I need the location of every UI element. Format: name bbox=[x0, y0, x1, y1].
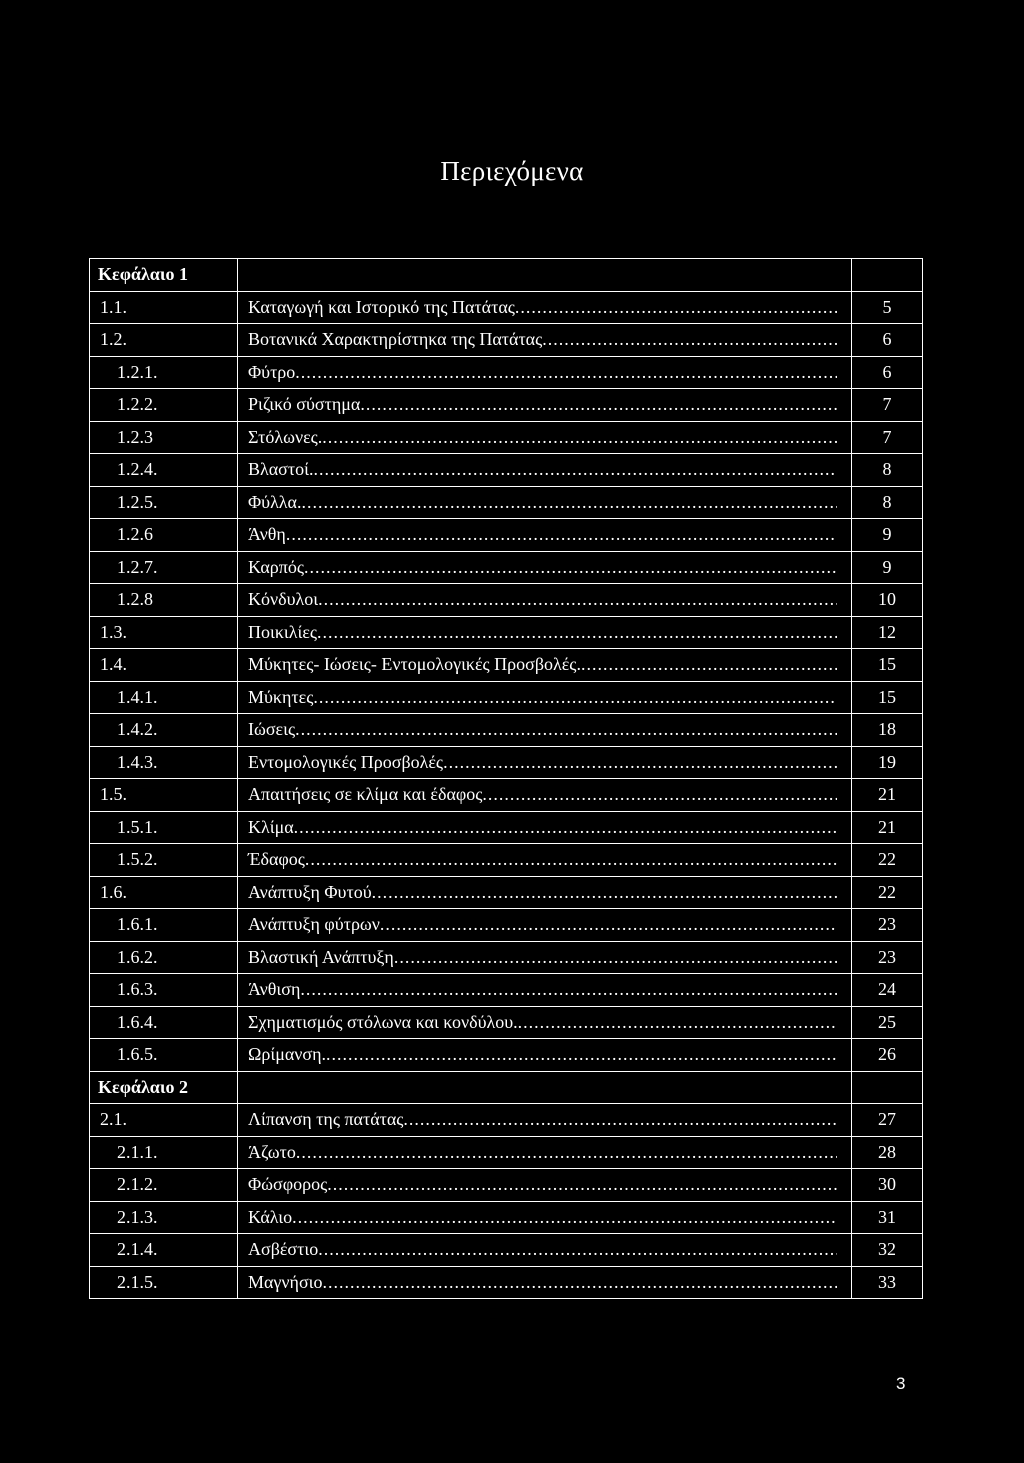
section-number: 2.1.1. bbox=[90, 1136, 238, 1169]
toc-entry-row bbox=[90, 746, 923, 779]
section-title-cell bbox=[238, 421, 852, 454]
section-number: 1.4.1. bbox=[90, 681, 238, 714]
page-ref: 5 bbox=[852, 291, 923, 324]
section-title: Βλαστοί. bbox=[248, 459, 314, 480]
section-title: Ανάπτυξη Φυτού bbox=[248, 881, 372, 902]
section-number: 1.6.4. bbox=[90, 1006, 238, 1039]
dot-leader bbox=[318, 589, 837, 610]
section-title: Φύτρο bbox=[248, 361, 296, 382]
section-title-cell bbox=[238, 1006, 852, 1039]
dot-leader bbox=[296, 1142, 837, 1163]
section-title-cell bbox=[238, 779, 852, 812]
empty-cell bbox=[852, 1071, 923, 1104]
page-ref: 19 bbox=[852, 746, 923, 779]
page-ref: 12 bbox=[852, 616, 923, 649]
dot-leader bbox=[286, 524, 837, 545]
section-number: 1.2.8 bbox=[90, 584, 238, 617]
chapter-heading: Κεφάλαιο 1 bbox=[90, 259, 238, 292]
page-ref: 24 bbox=[852, 974, 923, 1007]
section-title: Άνθιση bbox=[248, 979, 301, 1000]
section-title-cell bbox=[238, 714, 852, 747]
empty-cell bbox=[238, 1071, 852, 1104]
section-number: 1.3. bbox=[90, 616, 238, 649]
dot-leader bbox=[327, 1174, 837, 1195]
table-of-contents bbox=[89, 258, 923, 1299]
section-title: Ωρίμανση. bbox=[248, 1044, 327, 1065]
dot-leader bbox=[294, 817, 837, 838]
section-title: Μαγνήσιο bbox=[248, 1271, 323, 1292]
section-number: 2.1.2. bbox=[90, 1169, 238, 1202]
toc-entry-row bbox=[90, 974, 923, 1007]
toc-entry-row bbox=[90, 291, 923, 324]
page-ref: 18 bbox=[852, 714, 923, 747]
dot-leader bbox=[403, 1109, 837, 1130]
section-title: Άνθη bbox=[248, 524, 286, 545]
section-title: Ριζικό σύστημα bbox=[248, 394, 361, 415]
section-number: 2.1.4. bbox=[90, 1234, 238, 1267]
dot-leader bbox=[518, 1012, 837, 1033]
section-title-cell bbox=[238, 649, 852, 682]
page-ref: 26 bbox=[852, 1039, 923, 1072]
dot-leader bbox=[295, 719, 837, 740]
page-ref: 27 bbox=[852, 1104, 923, 1137]
toc-entry-row bbox=[90, 454, 923, 487]
section-title-cell bbox=[238, 519, 852, 552]
toc-entry-row bbox=[90, 876, 923, 909]
section-title: Σχηματισμός στόλωνα και κονδύλου. bbox=[248, 1011, 518, 1032]
dot-leader bbox=[443, 752, 837, 773]
section-title: Καταγωγή και Ιστορικό της Πατάτας bbox=[248, 296, 515, 317]
page-ref: 25 bbox=[852, 1006, 923, 1039]
section-title-cell bbox=[238, 1266, 852, 1299]
section-title-cell bbox=[238, 551, 852, 584]
toc-entry-row bbox=[90, 941, 923, 974]
chapter-row bbox=[90, 1071, 923, 1104]
dot-leader bbox=[317, 622, 837, 643]
section-title-cell bbox=[238, 844, 852, 877]
page-title: Περιεχόμενα bbox=[440, 156, 584, 186]
section-title: Φώσφορος bbox=[248, 1174, 328, 1195]
toc-entry-row bbox=[90, 1039, 923, 1072]
toc-entry-row bbox=[90, 811, 923, 844]
section-number: 1.4. bbox=[90, 649, 238, 682]
section-title-cell bbox=[238, 1039, 852, 1072]
section-title-cell bbox=[238, 616, 852, 649]
toc-entry-row bbox=[90, 1006, 923, 1039]
empty-cell bbox=[852, 259, 923, 292]
page-ref: 23 bbox=[852, 909, 923, 942]
dot-leader bbox=[515, 297, 837, 318]
section-title: Καρπός bbox=[248, 556, 304, 577]
dot-leader bbox=[380, 914, 837, 935]
section-number: 1.4.3. bbox=[90, 746, 238, 779]
toc-entry-row bbox=[90, 356, 923, 389]
section-number: 2.1. bbox=[90, 1104, 238, 1137]
toc-entry-row bbox=[90, 1136, 923, 1169]
section-number: 1.2.7. bbox=[90, 551, 238, 584]
section-title-cell bbox=[238, 324, 852, 357]
page-ref: 9 bbox=[852, 551, 923, 584]
toc-entry-row bbox=[90, 584, 923, 617]
section-title-cell bbox=[238, 811, 852, 844]
page-ref: 21 bbox=[852, 811, 923, 844]
toc-entry-row bbox=[90, 1266, 923, 1299]
section-title: Κάλιο bbox=[248, 1206, 293, 1227]
toc-entry-row bbox=[90, 519, 923, 552]
page-ref: 7 bbox=[852, 389, 923, 422]
dot-leader bbox=[360, 394, 837, 415]
dot-leader bbox=[322, 427, 837, 448]
section-number: 1.1. bbox=[90, 291, 238, 324]
section-title-cell bbox=[238, 1201, 852, 1234]
dot-leader bbox=[305, 849, 837, 870]
section-title: Έδαφος bbox=[248, 849, 305, 870]
page-ref: 10 bbox=[852, 584, 923, 617]
page-ref: 32 bbox=[852, 1234, 923, 1267]
section-title-cell bbox=[238, 746, 852, 779]
toc-entry-row bbox=[90, 714, 923, 747]
toc-entry-row bbox=[90, 324, 923, 357]
section-title-cell bbox=[238, 291, 852, 324]
dot-leader bbox=[295, 362, 837, 383]
section-title-cell bbox=[238, 909, 852, 942]
section-title: Εντομολογικές Προσβολές bbox=[248, 751, 444, 772]
toc-entry-row bbox=[90, 1169, 923, 1202]
section-title-cell bbox=[238, 584, 852, 617]
page-ref: 21 bbox=[852, 779, 923, 812]
section-title-cell bbox=[238, 356, 852, 389]
toc-entry-row bbox=[90, 551, 923, 584]
page-ref: 15 bbox=[852, 681, 923, 714]
toc-entry-row bbox=[90, 486, 923, 519]
toc-entry-row bbox=[90, 779, 923, 812]
toc-entry-row bbox=[90, 681, 923, 714]
empty-cell bbox=[238, 259, 852, 292]
section-number: 1.6. bbox=[90, 876, 238, 909]
page-ref: 7 bbox=[852, 421, 923, 454]
section-title-cell bbox=[238, 681, 852, 714]
page-ref: 15 bbox=[852, 649, 923, 682]
page-ref: 22 bbox=[852, 876, 923, 909]
section-title: Στόλωνες. bbox=[248, 426, 323, 447]
section-title: Ιώσεις bbox=[248, 719, 296, 740]
dot-leader bbox=[394, 947, 837, 968]
dot-leader bbox=[323, 1272, 838, 1293]
page-ref: 6 bbox=[852, 324, 923, 357]
toc-entry-row bbox=[90, 1234, 923, 1267]
section-title: Βοτανικά Χαρακτηρίστηκα της Πατάτας bbox=[248, 329, 543, 350]
toc-entry-row bbox=[90, 389, 923, 422]
section-number: 1.6.2. bbox=[90, 941, 238, 974]
dot-leader bbox=[326, 1044, 837, 1065]
section-title: Φύλλα. bbox=[248, 491, 302, 512]
section-title: Απαιτήσεις σε κλίμα και έδαφος bbox=[248, 784, 483, 805]
section-title: Κόνδυλοι bbox=[248, 589, 319, 610]
section-title-cell bbox=[238, 1104, 852, 1137]
section-number: 1.2.2. bbox=[90, 389, 238, 422]
section-title: Ποικιλίες bbox=[248, 621, 318, 642]
section-number: 1.4.2. bbox=[90, 714, 238, 747]
toc-entry-row bbox=[90, 909, 923, 942]
dot-leader bbox=[318, 1239, 837, 1260]
section-title-cell bbox=[238, 974, 852, 1007]
page-ref: 23 bbox=[852, 941, 923, 974]
toc-entry-row bbox=[90, 649, 923, 682]
section-number: 1.5.1. bbox=[90, 811, 238, 844]
section-title: Μύκητες- Ιώσεις- Εντομολογικές Προσβολές. bbox=[248, 654, 581, 675]
toc-entry-row bbox=[90, 1104, 923, 1137]
toc-entry-row bbox=[90, 616, 923, 649]
section-number: 1.2.3 bbox=[90, 421, 238, 454]
section-title: Άζωτο bbox=[248, 1141, 296, 1162]
section-number: 2.1.5. bbox=[90, 1266, 238, 1299]
page-ref: 33 bbox=[852, 1266, 923, 1299]
page-ref: 8 bbox=[852, 454, 923, 487]
section-title-cell bbox=[238, 1169, 852, 1202]
dot-leader bbox=[313, 687, 837, 708]
section-number: 2.1.3. bbox=[90, 1201, 238, 1234]
section-title: Μύκητες bbox=[248, 686, 314, 707]
toc-body bbox=[90, 259, 923, 1299]
page-ref: 22 bbox=[852, 844, 923, 877]
section-number: 1.5. bbox=[90, 779, 238, 812]
page-ref: 30 bbox=[852, 1169, 923, 1202]
section-title-cell bbox=[238, 454, 852, 487]
page-number: 3 bbox=[896, 1374, 906, 1393]
section-title: Ανάπτυξη φύτρων bbox=[248, 914, 380, 935]
page-ref: 6 bbox=[852, 356, 923, 389]
dot-leader bbox=[301, 492, 837, 513]
toc-entry-row bbox=[90, 844, 923, 877]
section-number: 1.2. bbox=[90, 324, 238, 357]
section-number: 1.2.6 bbox=[90, 519, 238, 552]
section-number: 1.2.5. bbox=[90, 486, 238, 519]
section-title-cell bbox=[238, 941, 852, 974]
page-ref: 9 bbox=[852, 519, 923, 552]
section-number: 1.5.2. bbox=[90, 844, 238, 877]
section-title: Κλίμα bbox=[248, 816, 294, 837]
dot-leader bbox=[372, 882, 837, 903]
section-number: 1.6.1. bbox=[90, 909, 238, 942]
section-number: 1.6.3. bbox=[90, 974, 238, 1007]
chapter-heading: Κεφάλαιο 2 bbox=[90, 1071, 238, 1104]
dot-leader bbox=[300, 979, 837, 1000]
dot-leader bbox=[542, 329, 837, 350]
page-ref: 8 bbox=[852, 486, 923, 519]
chapter-row bbox=[90, 259, 923, 292]
section-title-cell bbox=[238, 1234, 852, 1267]
dot-leader bbox=[292, 1207, 837, 1228]
section-title-cell bbox=[238, 486, 852, 519]
page-ref: 31 bbox=[852, 1201, 923, 1234]
section-title: Ασβέστιο bbox=[248, 1239, 319, 1260]
toc-entry-row bbox=[90, 421, 923, 454]
section-number: 1.6.5. bbox=[90, 1039, 238, 1072]
dot-leader bbox=[482, 784, 837, 805]
section-title-cell bbox=[238, 876, 852, 909]
section-title-cell bbox=[238, 389, 852, 422]
section-number: 1.2.4. bbox=[90, 454, 238, 487]
dot-leader bbox=[313, 459, 837, 480]
page-ref: 28 bbox=[852, 1136, 923, 1169]
dot-leader bbox=[581, 654, 837, 675]
dot-leader bbox=[304, 557, 837, 578]
section-number: 1.2.1. bbox=[90, 356, 238, 389]
toc-entry-row bbox=[90, 1201, 923, 1234]
section-title-cell bbox=[238, 1136, 852, 1169]
section-title: Βλαστική Ανάπτυξη bbox=[248, 946, 394, 967]
section-title: Λίπανση της πατάτας bbox=[248, 1109, 404, 1130]
